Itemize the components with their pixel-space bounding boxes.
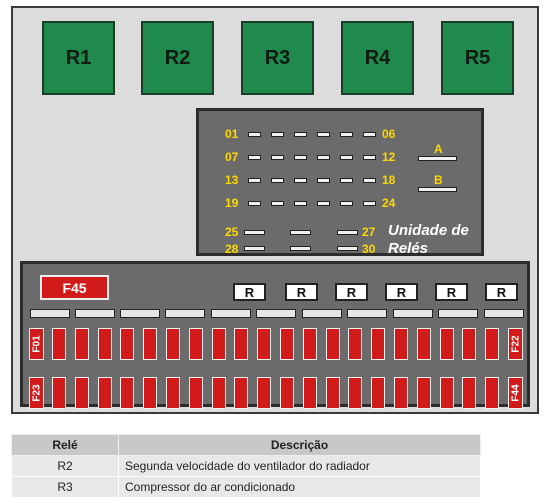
fuse-holder-bar — [302, 309, 342, 318]
fuse-holder-bar — [75, 309, 115, 318]
fuse — [440, 328, 454, 360]
label-b: B — [434, 173, 443, 187]
fuse — [303, 328, 317, 360]
fuse — [257, 377, 271, 409]
fuse — [75, 328, 89, 360]
fuse — [417, 328, 431, 360]
fuse — [326, 377, 340, 409]
slot-b — [418, 187, 457, 192]
relay-unit-title-line2: Relés — [388, 240, 429, 257]
fuse — [212, 377, 226, 409]
row-label-right: 06 — [382, 127, 396, 141]
fuse — [120, 328, 134, 360]
fuse-holder-bar — [438, 309, 478, 318]
row-label-left: 01 — [225, 127, 239, 141]
fuse — [462, 328, 476, 360]
fuse — [189, 328, 203, 360]
fuse-holder-bar — [256, 309, 296, 318]
fuse — [166, 377, 180, 409]
fuse-f44-label: F44 — [510, 384, 521, 402]
fuse-holder-bar — [484, 309, 524, 318]
bottom-label-right: 27 — [362, 225, 376, 239]
fuse — [234, 377, 248, 409]
pin-slot — [317, 155, 330, 160]
pin-slot — [244, 230, 265, 235]
pin-slot — [337, 230, 358, 235]
pin-slot — [294, 155, 307, 160]
pin-slot — [317, 201, 330, 206]
pin-slot — [294, 201, 307, 206]
fuse-holder-bar — [393, 309, 433, 318]
pin-slot — [340, 178, 353, 183]
relay-r3: R3 — [241, 21, 314, 95]
fuse — [189, 377, 203, 409]
relay-r5: R5 — [441, 21, 514, 95]
fuse-holder-bar — [165, 309, 205, 318]
relay-unit-title-line1: Unidade de — [388, 222, 469, 239]
header-rele: Relé — [12, 435, 119, 456]
pin-slot — [294, 178, 307, 183]
relay-socket-label: R — [233, 283, 266, 301]
pin-slot — [337, 246, 358, 251]
bottom-label-left: 25 — [225, 225, 239, 239]
fuse — [212, 328, 226, 360]
table-row — [12, 456, 481, 477]
pin-slot — [248, 201, 261, 206]
relay-socket-label: R — [485, 283, 518, 301]
pin-slot — [294, 132, 307, 137]
fuse — [348, 377, 362, 409]
pin-slot — [290, 230, 311, 235]
fuse-f23 — [29, 377, 44, 409]
relay-socket-label: R — [285, 283, 318, 301]
fuse — [143, 328, 157, 360]
row-label-left: 07 — [225, 150, 239, 164]
pin-slot — [363, 201, 376, 206]
relay-socket-label: R — [385, 283, 418, 301]
pin-slot — [317, 132, 330, 137]
fuse-holder-bar — [30, 309, 70, 318]
fuse — [98, 377, 112, 409]
fuse — [348, 328, 362, 360]
pin-slot — [363, 155, 376, 160]
fuse — [485, 328, 499, 360]
fuse — [143, 377, 157, 409]
fuse — [120, 377, 134, 409]
fuse — [462, 377, 476, 409]
fuse — [394, 328, 408, 360]
relay-r1: R1 — [42, 21, 115, 95]
fuse-f23-label: F23 — [31, 384, 42, 402]
fuse — [75, 377, 89, 409]
cell-rele: R2 — [12, 456, 119, 477]
fuse-f44 — [508, 377, 523, 409]
relay-socket-label: R — [335, 283, 368, 301]
fuse — [52, 377, 66, 409]
header-descricao: Descrição — [119, 435, 481, 456]
pin-slot — [290, 246, 311, 251]
pin-slot — [248, 132, 261, 137]
fuse — [485, 377, 499, 409]
pin-slot — [248, 155, 261, 160]
pin-slot — [271, 132, 284, 137]
pin-slot — [271, 201, 284, 206]
fuse-f22 — [508, 328, 523, 360]
fuse — [326, 328, 340, 360]
fuse — [440, 377, 454, 409]
fuse-holder-bar — [120, 309, 160, 318]
fuse-f01 — [29, 328, 44, 360]
row-label-left: 13 — [225, 173, 239, 187]
table-header-row — [12, 435, 481, 456]
fuse — [257, 328, 271, 360]
row-label-right: 12 — [382, 150, 396, 164]
pin-slot — [340, 155, 353, 160]
pin-slot — [317, 178, 330, 183]
pin-slot — [244, 246, 265, 251]
fuse — [98, 328, 112, 360]
fuse — [371, 377, 385, 409]
label-a: A — [434, 142, 443, 156]
row-label-right: 24 — [382, 196, 396, 210]
cell-rele: R3 — [12, 477, 119, 498]
pin-slot — [271, 155, 284, 160]
fuse — [234, 328, 248, 360]
row-label-right: 18 — [382, 173, 396, 187]
pin-slot — [271, 178, 284, 183]
fuse — [280, 328, 294, 360]
pin-slot — [340, 132, 353, 137]
cell-descricao: Segunda velocidade do ventilador do radiador — [119, 456, 481, 477]
fuse-f45: F45 — [40, 275, 109, 300]
fuse-box — [20, 261, 530, 407]
relay-unit — [196, 108, 484, 256]
table-row — [12, 477, 481, 498]
fuse — [52, 328, 66, 360]
cell-descricao: Compressor do ar condicionado — [119, 477, 481, 498]
bottom-label-right: 30 — [362, 242, 376, 256]
relay-socket-label: R — [435, 283, 468, 301]
fuse-holder-bar — [211, 309, 251, 318]
fuse-f01-label: F01 — [31, 335, 42, 353]
fuse-holder-bar — [347, 309, 387, 318]
slot-a — [418, 156, 457, 161]
fuse — [303, 377, 317, 409]
pin-slot — [248, 178, 261, 183]
pin-slot — [363, 178, 376, 183]
fuse — [371, 328, 385, 360]
bottom-label-left: 28 — [225, 242, 239, 256]
fuse — [417, 377, 431, 409]
pin-slot — [340, 201, 353, 206]
fuse — [166, 328, 180, 360]
relay-legend-table — [11, 434, 481, 498]
row-label-left: 19 — [225, 196, 239, 210]
fuse — [280, 377, 294, 409]
fuse — [394, 377, 408, 409]
relay-r2: R2 — [141, 21, 214, 95]
pin-slot — [363, 132, 376, 137]
fuse-relay-board — [11, 6, 539, 414]
relay-r4: R4 — [341, 21, 414, 95]
fuse-f22-label: F22 — [510, 335, 521, 353]
